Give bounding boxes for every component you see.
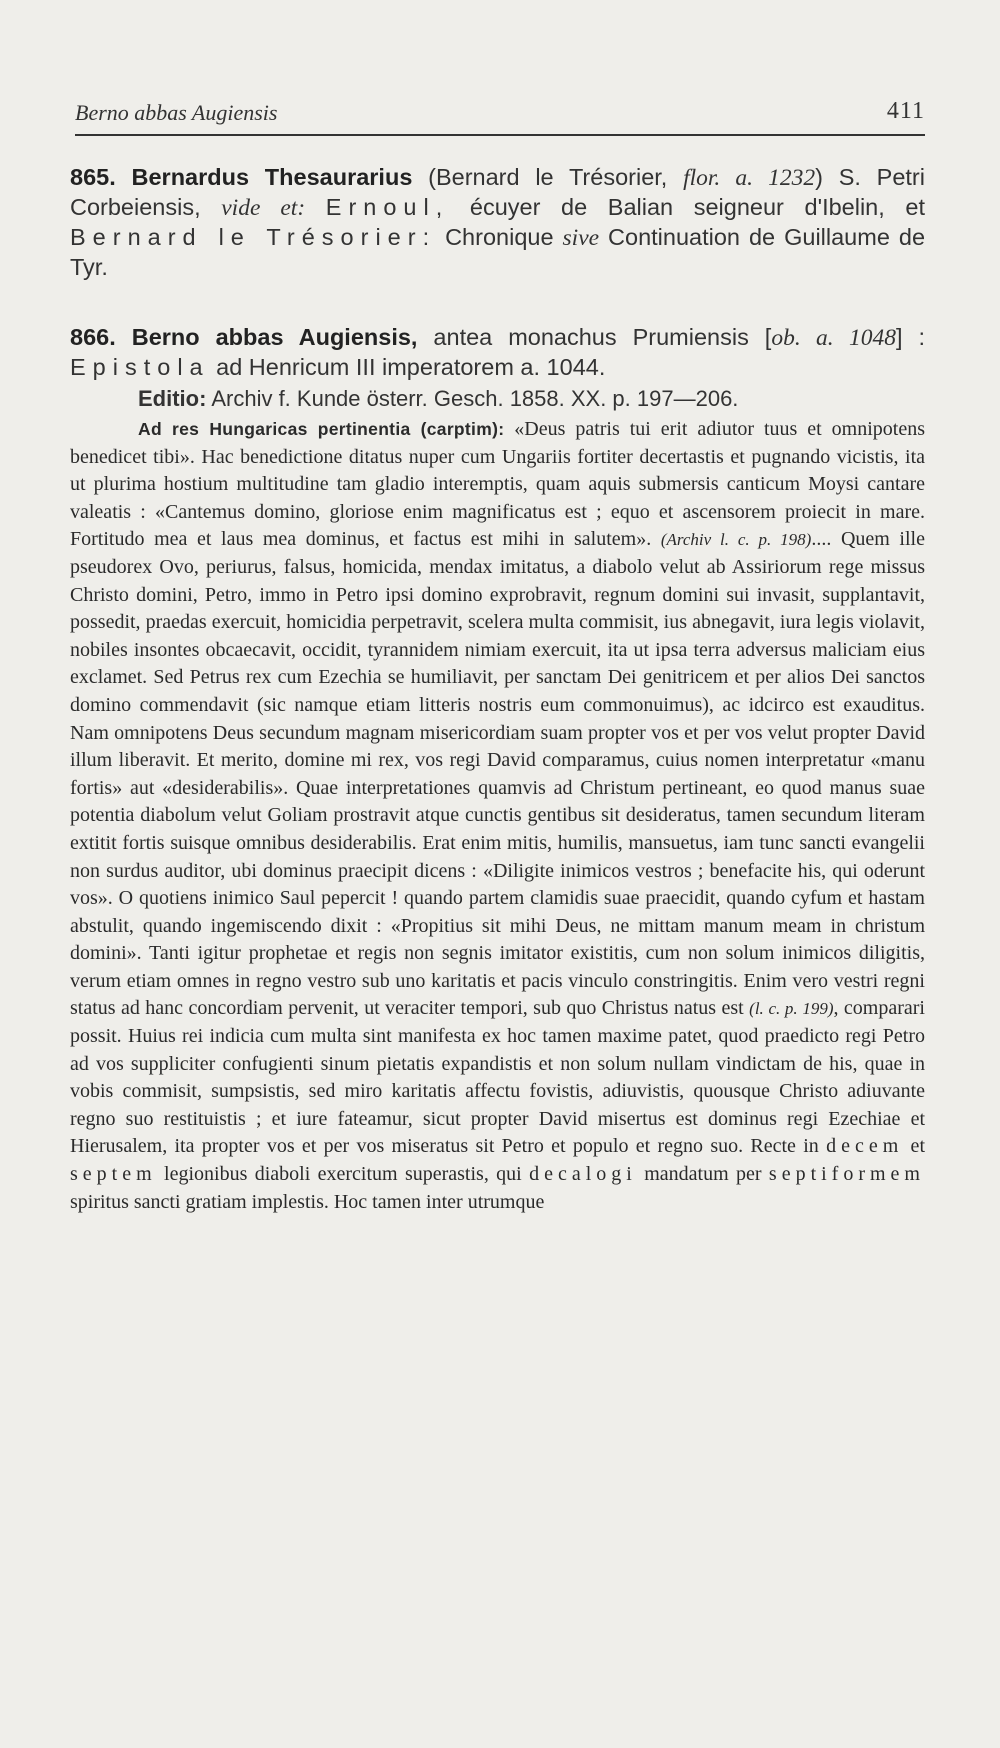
entry-text: écuyer de Balian seigneur d'Ibelin, et: [449, 194, 925, 220]
entry-text: (Bernard le Trésorier,: [412, 164, 684, 190]
excerpt-paragraph: «Deus patris tui erit adiutor tuus et omnipotens benedicet tibi». Hac benedictione ditatus nuper cum Ungariis fortiter decertastis et pugnando vicistis, ita ut plurima hostium multitudine tam gladio interemptis, quam aquis submersis canticum Moysi cantare valeatis : «Cantemus domino, gloriose enim magnificatus est ; equo et ascensorem proiecit in mare. Fortitudo mea et laus mea dominus, et factus est mihi in salutem».: [70, 418, 925, 551]
excerpt-paragraph: mandatum per: [636, 1163, 769, 1186]
entry-author: Bernard le Trésorier:: [70, 224, 437, 250]
entries: [70, 163, 925, 1216]
page-number: 411: [886, 98, 925, 124]
entry-sive: sive: [562, 225, 600, 251]
entry-crossref: vide et:: [221, 195, 306, 221]
page-reference: (Archiv l. c. p. 198): [660, 530, 812, 550]
excerpt-paragraph: legionibus diaboli exercitum superastis, qui: [156, 1163, 530, 1186]
editio-text: Archiv f. Kunde österr. Gesch. 1858. XX. p. 197—206.: [206, 386, 739, 411]
spaced-word: septiformem: [768, 1163, 925, 1186]
entry-number: 865.: [70, 164, 116, 190]
entry-text: ad Henricum III imperatorem a. 1044.: [209, 354, 606, 380]
editio-label: Editio:: [138, 386, 207, 411]
entry-date: flor. a. 1232: [683, 165, 816, 191]
entry-text: Chronique: [436, 224, 563, 250]
entry-text: antea monachus Prumiensis [: [417, 324, 772, 350]
entry-text: ) S. Petri Corbeiensis,: [70, 164, 925, 220]
page-header: [75, 100, 925, 136]
excerpt-paragraph: spiritus sancti gratiam implestis. Hoc tamen inter utrumque: [70, 1190, 545, 1213]
entry-text: ] :: [895, 324, 925, 350]
entry-865: [70, 163, 925, 282]
excerpt-lead: Ad res Hungaricas pertinentia (carptim):: [138, 419, 505, 439]
entry-866: [70, 323, 925, 382]
entry-date: ob. a. 1048: [771, 325, 896, 351]
entry-text: Continuation de Guillaume de Tyr.: [70, 224, 926, 280]
page-reference: (l. c. p. 199): [749, 999, 834, 1019]
spaced-word: decalogi: [529, 1163, 637, 1186]
running-title: Berno abbas Augiensis: [75, 100, 278, 125]
entry-author: Ernoul,: [325, 194, 450, 220]
entry-number: 866.: [70, 324, 116, 350]
excerpt-paragraph: , comparari possit. Huius rei indicia cum multa sint manifesta ex hoc tamen maxime patet, quod praedicto regi Petro ad vos suppliciter confugienti sinum pietatis expandistis et non solum nullam vindictam de his, quae in vobis commisit, sumpsistis, sed miro karitatis affectu fovistis, adiuvistis, quousque Christo adiuvante regno suo restituistis ; et iure fateamur, sicut propter David misertus est dominus regi Ezechiae et Hierusalem, ita propter vos et per vos miseratus sit Petro et populo et regno suo. Recte in: [70, 997, 925, 1158]
entry-name: Bernardus Thesaurarius: [131, 164, 413, 190]
editio-line: [70, 384, 925, 414]
spaced-word: septem: [70, 1163, 157, 1186]
entry-name: Berno abbas Augiensis,: [131, 324, 418, 350]
entry-work-title: Epistola: [70, 354, 210, 380]
excerpt-paragraph: .... Quem ille pseudorex Ovo, periurus, falsus, homicida, mendax imitatus, a diabolo velut ab Assiriorum rege missus Christo domini, Petro, immo in Petro ipsi domino exprobravit, regnum domini sui invasit, supplantavit, possedit, praedas exercuit, homicidia perpetravit, scelera multa commisit, ius abnegavit, iura legis violavit, nobiles insontes obcaecavit, occidit, tyrannidem nimiam exercuit, ita ut ipsa terra adversus maliciam eius exclamet. Sed Petrus rex cum Ezechia se humiliavit, per sanctam Dei genitricem et per alios Dei sanctos domino commendavit (sic namque etiam litteris nostris eum commonuimus), ac idcirco est exauditus. Nam omnipotens Deus secundum magnam misericordiam suam propter vos et per vos velut propter David illum liberavit. Et merito, domine mi rex, vos regi David comparamus, cuius nomen interpretatur «manu fortis» aut «desiderabilis». Quae interpretationes quamvis ad Christum pertineant, eo quod manus suae potentia diabolum velut Goliam prostravit atque cunctis gentibus sit desideratus, tamen secundum literam extitit fortis suisque omnibus desiderabilis. Erat enim mitis, humilis, mansuetus, iam tunc sancti evangelii non surdus auditor, ubi dominus praecipit dicens : «Diligite inimicos vestros ; benefacite his, qui oderunt vos». O quotiens inimico Saul pepercit ! quando partem clamidis suae praecidit, quando cyfum et hastam abstulit, quando ingemiscendo dixit : «Propitius sit mihi Deus, ne mittam manum meam in christum domini». Tanti igitur prophetae et regis non segnis imitator existitis, cum non solum inimicos diligitis, verum etiam omnes in regno vestro sub uno karitatis et pacis vinculo constringitis. Enim vero vestri regni status ad hanc concordiam pervenit, ut veraciter tempori, sub quo Christus natus est: [70, 528, 925, 1020]
spaced-word: decem: [826, 1135, 904, 1158]
entry-text: [305, 194, 326, 220]
excerpt-paragraph: et: [903, 1135, 925, 1158]
excerpt-text: [70, 416, 925, 1216]
